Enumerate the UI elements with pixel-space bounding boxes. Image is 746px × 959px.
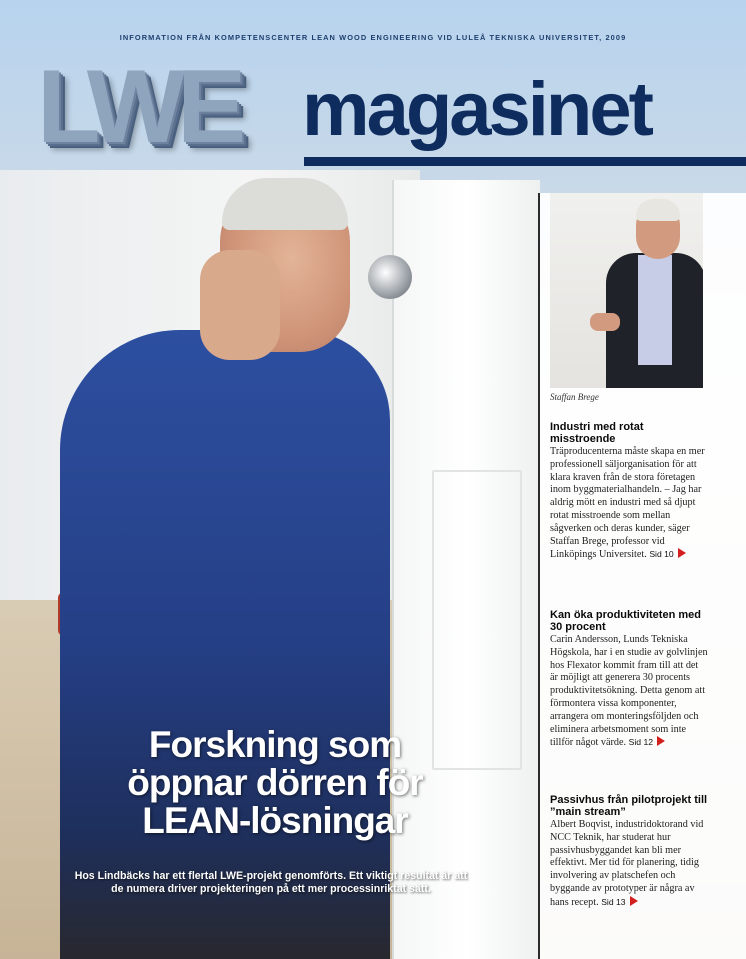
publication-info: INFORMATION FRÅN KOMPETENSCENTER LEAN WOOD ENGINEERING VID LULEÅ TEKNISKA UNIVERSITET, 2009	[119, 33, 627, 42]
teaser-body	[550, 446, 708, 562]
teaser-body	[550, 634, 708, 750]
lead-line: de numera driver projekteringen på ett mer processinriktat sätt.	[111, 883, 431, 895]
arrow-right-icon	[630, 896, 638, 906]
headline-line: Forskning som	[148, 724, 402, 765]
masthead-title: magasinet	[302, 67, 651, 152]
headline-line: öppnar dörren för	[127, 762, 423, 803]
teaser-item[interactable]	[550, 794, 708, 910]
person-hand	[200, 250, 280, 360]
teaser-title: Passivhus från pilotprojekt till ”main stream”	[550, 794, 708, 818]
teaser-title: Industri med rotat misstroende	[550, 421, 644, 445]
teaser-title: Kan öka produktiviteten med 30 procent	[550, 609, 701, 633]
teaser-item[interactable]	[550, 609, 708, 750]
lead-line: Hos Lindbäcks har ett flertal LWE-projekt genomförts. Ett viktigt resultat är att	[74, 870, 468, 882]
teaser-text: Carin Andersson, Lunds Tekniska Högskola, har i en studie av golvlinjen hos Flexator kommit fram till att det är möjligt att generera 30 procents produktivitetsökning. Detta genom att förmontera vissa komponenter, arrangera om monteringsföljden och eliminera arbetsmoment som inte tillför något värde.	[550, 634, 708, 749]
portrait-shirt	[638, 255, 672, 365]
sidebar-portrait	[550, 193, 703, 388]
portrait-hair	[636, 199, 680, 221]
person-sweater	[60, 330, 390, 959]
page-ref: Sid 10	[649, 549, 674, 560]
arrow-right-icon	[657, 736, 665, 746]
teaser-text: Träproducenterna måste skapa en mer professionell säljorganisation för att klara kraven från de stora företagen inom byggmaterialhandeln. – Jag har aldrig mött en industri med så djupt rotat misstroende som mellan sågverken och deras kunder, säger Staffan Brege, professor vid Linköpings Universitet.	[550, 446, 705, 561]
door-handle	[368, 255, 412, 299]
lwe-logo: LWE	[37, 49, 239, 165]
cover-headline	[60, 726, 490, 840]
teaser-item[interactable]	[550, 421, 708, 562]
teaser-body	[550, 819, 708, 910]
door-panel	[432, 470, 522, 770]
cover-lead	[40, 870, 502, 896]
page-ref: Sid 12	[628, 737, 654, 748]
photo-caption: Staffan Brege	[550, 392, 599, 402]
portrait-hand	[590, 313, 620, 331]
sidebar	[538, 193, 746, 959]
person-hair	[222, 178, 348, 230]
page-ref: Sid 13	[601, 896, 626, 907]
teaser-text: Albert Boqvist, industridoktorand vid NCC Teknik, har studerat hur passivhusbyggandet kan bli mer effektivt. Mer tid för planering, tidig involvering av platschefen och byggande av prototyper är några av hans recept.	[550, 819, 704, 908]
masthead-rule	[304, 157, 746, 166]
headline-line: LEAN-lösningar	[142, 800, 408, 841]
arrow-right-icon	[678, 548, 686, 558]
